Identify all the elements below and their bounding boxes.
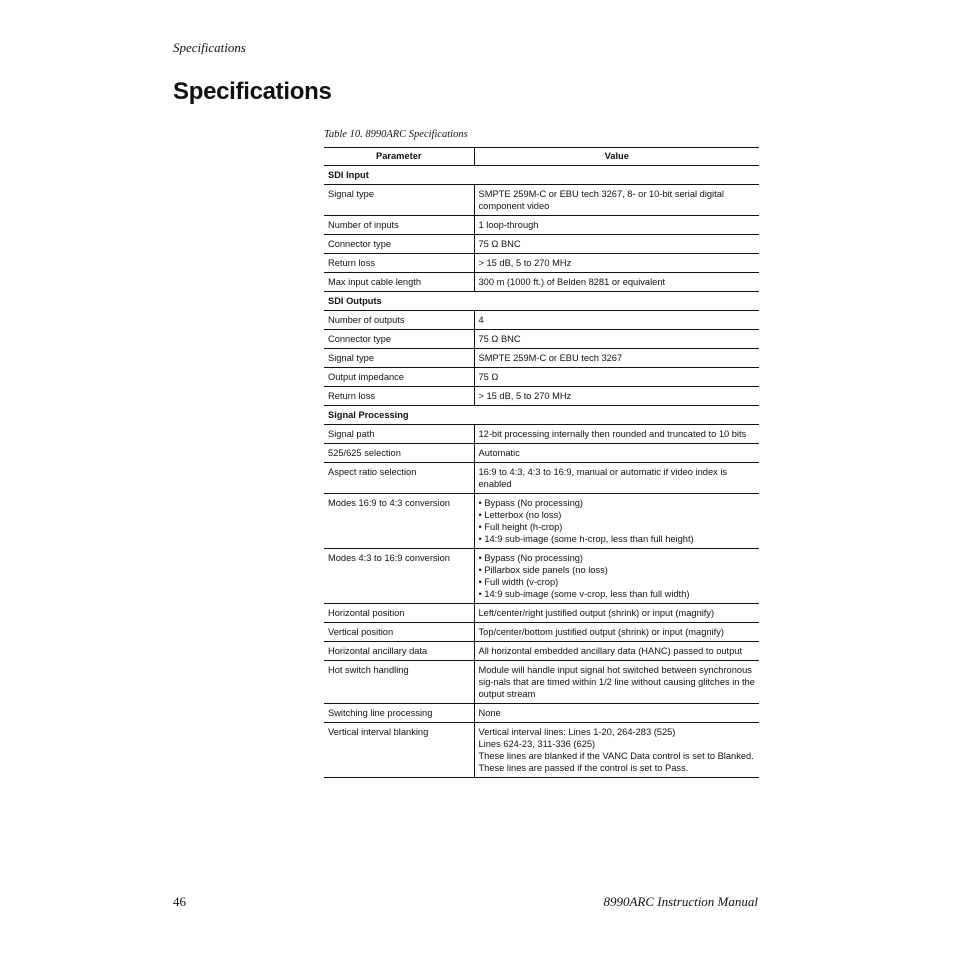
table-row bbox=[324, 185, 759, 216]
table-row bbox=[324, 349, 759, 368]
section-heading: SDI Outputs bbox=[324, 292, 759, 311]
section-heading: Signal Processing bbox=[324, 406, 759, 425]
parameter-cell: Switching line processing bbox=[324, 704, 474, 723]
value-text: 75 Ω BNC bbox=[478, 239, 521, 249]
table-row bbox=[324, 235, 759, 254]
footer-manual-title: 8990ARC Instruction Manual bbox=[603, 894, 758, 909]
value-text: 300 m (1000 ft.) of Belden 8281 or equivalent bbox=[478, 277, 666, 287]
table-row bbox=[324, 549, 759, 604]
parameter-cell: Vertical interval blanking bbox=[324, 723, 474, 778]
value-text: Vertical interval lines: Lines 1-20, 264-283 (525) bbox=[478, 727, 676, 737]
table-row bbox=[324, 604, 759, 623]
value-text: Module will handle input signal hot switched between synchronous sig-nals that are timed within 1/2 line without causing glitches in the output stream bbox=[478, 665, 755, 699]
value-cell bbox=[474, 216, 759, 235]
value-text: 1 loop-through bbox=[478, 220, 539, 230]
value-cell bbox=[474, 604, 759, 623]
parameter-cell: Vertical position bbox=[324, 623, 474, 642]
value-cell bbox=[474, 235, 759, 254]
value-cell bbox=[474, 623, 759, 642]
table-row bbox=[324, 330, 759, 349]
table-header-row bbox=[324, 148, 759, 166]
value-text: SMPTE 259M-C or EBU tech 3267, 8- or 10-bit serial digital component video bbox=[478, 189, 724, 211]
value-text: Lines 624-23, 311-336 (625) bbox=[478, 739, 596, 749]
parameter-cell: Return loss bbox=[324, 387, 474, 406]
value-text: > 15 dB, 5 to 270 MHz bbox=[478, 391, 572, 401]
value-text: 16:9 to 4:3, 4:3 to 16:9, manual or automatic if video index is enabled bbox=[478, 467, 728, 489]
table-row bbox=[324, 425, 759, 444]
value-cell bbox=[474, 387, 759, 406]
parameter-cell: 525/625 selection bbox=[324, 444, 474, 463]
bullet-item: • Bypass (No processing) bbox=[479, 497, 756, 509]
column-header-parameter: Parameter bbox=[324, 148, 474, 166]
value-cell bbox=[474, 254, 759, 273]
value-cell bbox=[474, 494, 759, 549]
table-row bbox=[324, 463, 759, 494]
section-heading: SDI Input bbox=[324, 166, 759, 185]
value-bullet-list bbox=[479, 497, 756, 545]
table-row bbox=[324, 216, 759, 235]
column-header-value: Value bbox=[474, 148, 759, 166]
parameter-cell: Aspect ratio selection bbox=[324, 463, 474, 494]
value-cell bbox=[474, 311, 759, 330]
parameter-cell: Horizontal ancillary data bbox=[324, 642, 474, 661]
value-text: 12-bit processing internally then rounded and truncated to 10 bits bbox=[478, 429, 747, 439]
bullet-item: • 14:9 sub-image (some h-crop, less than full height) bbox=[479, 533, 756, 545]
section-row bbox=[324, 166, 759, 185]
bullet-item: • Bypass (No processing) bbox=[479, 552, 756, 564]
value-text: Left/center/right justified output (shrink) or input (magnify) bbox=[478, 608, 715, 618]
table-row bbox=[324, 311, 759, 330]
table-row bbox=[324, 623, 759, 642]
parameter-cell: Signal path bbox=[324, 425, 474, 444]
page-number: 46 bbox=[173, 894, 186, 909]
value-text: None bbox=[478, 708, 501, 718]
bullet-item: • Full height (h-crop) bbox=[479, 521, 756, 533]
parameter-cell: Modes 4:3 to 16:9 conversion bbox=[324, 549, 474, 604]
parameter-cell: Max input cable length bbox=[324, 273, 474, 292]
parameter-cell: Signal type bbox=[324, 185, 474, 216]
value-text: SMPTE 259M-C or EBU tech 3267 bbox=[478, 353, 623, 363]
table-row bbox=[324, 368, 759, 387]
table-row bbox=[324, 704, 759, 723]
value-cell bbox=[474, 704, 759, 723]
table-row bbox=[324, 387, 759, 406]
bullet-item: • Full width (v-crop) bbox=[479, 576, 756, 588]
value-text: 4 bbox=[478, 315, 484, 325]
value-text: 75 Ω bbox=[478, 372, 499, 382]
bullet-item: • Letterbox (no loss) bbox=[479, 509, 756, 521]
value-text: 75 Ω BNC bbox=[478, 334, 521, 344]
parameter-cell: Modes 16:9 to 4:3 conversion bbox=[324, 494, 474, 549]
value-cell bbox=[474, 273, 759, 292]
table-row bbox=[324, 723, 759, 778]
parameter-cell: Horizontal position bbox=[324, 604, 474, 623]
parameter-cell: Hot switch handling bbox=[324, 661, 474, 704]
value-cell bbox=[474, 185, 759, 216]
table-caption: Table 10. 8990ARC Specifications bbox=[324, 129, 468, 140]
value-cell bbox=[474, 349, 759, 368]
value-cell bbox=[474, 330, 759, 349]
value-cell bbox=[474, 368, 759, 387]
value-text: All horizontal embedded ancillary data (HANC) passed to output bbox=[478, 646, 743, 656]
parameter-cell: Number of inputs bbox=[324, 216, 474, 235]
value-text: > 15 dB, 5 to 270 MHz bbox=[478, 258, 572, 268]
value-bullet-list bbox=[479, 552, 756, 600]
table-row bbox=[324, 254, 759, 273]
table-header bbox=[324, 148, 759, 166]
value-text: Top/center/bottom justified output (shrink) or input (magnify) bbox=[478, 627, 724, 637]
value-cell bbox=[474, 723, 759, 778]
parameter-cell: Return loss bbox=[324, 254, 474, 273]
table-row bbox=[324, 444, 759, 463]
table-row bbox=[324, 273, 759, 292]
parameter-cell: Connector type bbox=[324, 330, 474, 349]
parameter-cell: Signal type bbox=[324, 349, 474, 368]
bullet-item: • 14:9 sub-image (some v-crop, less than full width) bbox=[479, 588, 756, 600]
value-cell bbox=[474, 661, 759, 704]
value-text: These lines are blanked if the VANC Data control is set to Blanked. These lines are passed if the control is set to Pass. bbox=[478, 751, 754, 773]
parameter-cell: Output impedance bbox=[324, 368, 474, 387]
table-row bbox=[324, 494, 759, 549]
page-title: Specifications bbox=[173, 78, 332, 105]
specifications-table bbox=[324, 147, 759, 778]
running-header: Specifications bbox=[173, 40, 246, 55]
table-body bbox=[324, 166, 759, 778]
value-cell bbox=[474, 642, 759, 661]
value-cell bbox=[474, 425, 759, 444]
section-row bbox=[324, 406, 759, 425]
parameter-cell: Number of outputs bbox=[324, 311, 474, 330]
table-row bbox=[324, 642, 759, 661]
value-cell bbox=[474, 463, 759, 494]
value-text: Automatic bbox=[478, 448, 520, 458]
value-cell bbox=[474, 444, 759, 463]
bullet-item: • Pillarbox side panels (no loss) bbox=[479, 564, 756, 576]
section-row bbox=[324, 292, 759, 311]
parameter-cell: Connector type bbox=[324, 235, 474, 254]
value-cell bbox=[474, 549, 759, 604]
table-row bbox=[324, 661, 759, 704]
